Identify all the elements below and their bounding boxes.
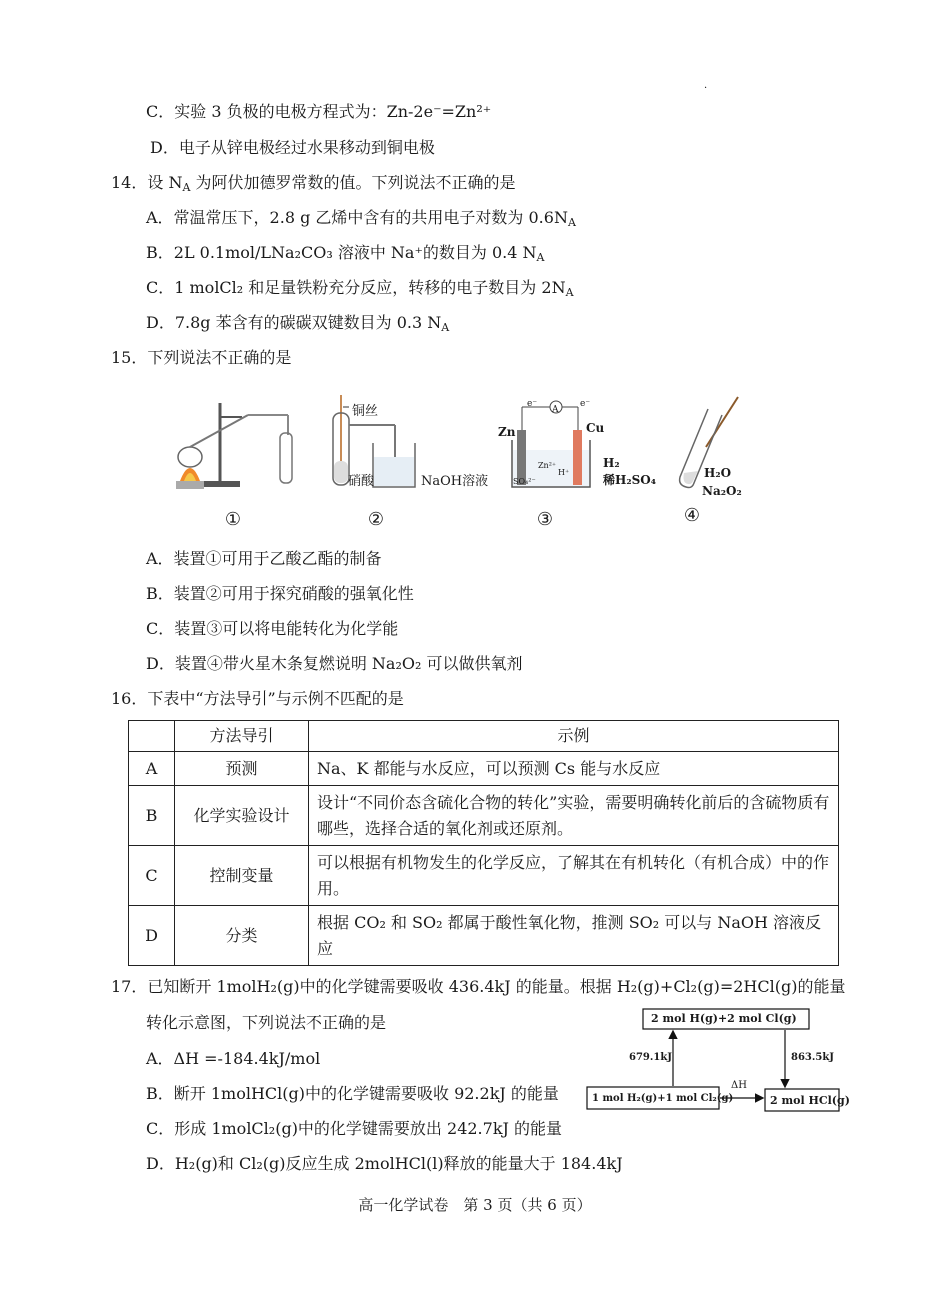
q14-option-c: C．1 molCl₂ 和足量铁粉充分反应，转移的电子数目为 $2N_A$ [146, 278, 574, 299]
table-header-method: 方法导引 [175, 721, 309, 752]
right-state-label: 2 mol HCl(g) [770, 1094, 850, 1107]
apparatus-3-label: ③ [536, 509, 554, 530]
hydrogen-ion-label: H⁺ [558, 468, 570, 477]
row-example: 可以根据有机物发生的化学反应，了解其在有机转化（有机合成）中的作用。 [309, 846, 839, 906]
copper-wire-label: 铜丝 [352, 404, 379, 419]
q14-option-d: D．7.8g 苯含有的碳碳双键数目为 0.3 $N_A$ [146, 313, 450, 334]
zn-electrode-label: Zn [498, 425, 516, 439]
q15-option-d: D．装置④带火星木条复燃说明 Na₂O₂ 可以做供氧剂 [146, 654, 523, 673]
top-state-label: 2 mol H(g)+2 mol Cl(g) [651, 1012, 797, 1025]
q13-option-c: C．实验 3 负极的电极方程式为：Zn-2e⁻=Zn²⁺ [146, 102, 492, 121]
apparatus-1-label: ① [224, 509, 242, 530]
row-method: 化学实验设计 [175, 786, 309, 846]
q15-option-b: B．装置②可用于探究硝酸的强氧化性 [146, 584, 414, 603]
apparatus-2-label: ② [367, 509, 385, 530]
q17-stem-line-1: 17．已知断开 1molH₂(g)中的化学键需要吸收 436.4kJ 的能量。根据 H₂(g)+Cl₂(g)=2HCl(g)的能量 [111, 977, 846, 996]
table-row [129, 752, 839, 786]
left-state-label: 1 mol H₂(g)+1 mol Cl₂(g) [592, 1093, 734, 1104]
sulfate-ion-label: SO₄²⁻ [513, 477, 536, 486]
q15-option-c: C．装置③可以将电能转化为化学能 [146, 619, 399, 638]
dilute-h2so4-label: 稀H₂SO₄ [603, 473, 656, 487]
table-header-example: 示例 [309, 721, 839, 752]
sodium-peroxide-label: Na₂O₂ [702, 484, 742, 498]
q17-option-c: C．形成 1molCl₂(g)中的化学键需要放出 242.7kJ 的能量 [146, 1119, 563, 1138]
apparatus-4-label: ④ [683, 505, 701, 526]
q17-stem-line-2: 转化示意图，下列说法不正确的是 [146, 1013, 387, 1032]
up-energy-label: 679.1kJ [629, 1052, 672, 1063]
row-example: Na、K 都能与水反应，可以预测 Cs 能与水反应 [309, 752, 839, 786]
q17-option-a: A．ΔH =-184.4kJ/mol [146, 1049, 321, 1068]
corner-mark: · [704, 83, 708, 94]
electron-right-label: e⁻ [580, 399, 591, 409]
h2-label: H₂ [603, 456, 620, 470]
table-header-row [129, 721, 839, 752]
q14-option-b: B．2L 0.1mol/LNa₂CO₃ 溶液中 Na⁺的数目为 0.4 $N_A$ [146, 243, 545, 264]
row-letter: A [129, 752, 175, 786]
row-example: 根据 CO₂ 和 SO₂ 都属于酸性氧化物，推测 SO₂ 可以与 NaOH 溶液反应 [309, 906, 839, 966]
ammeter-label: A [552, 405, 559, 415]
q15-option-a: A．装置①可用于乙酸乙酯的制备 [146, 549, 382, 568]
q16-stem: 16．下表中“方法导引”与示例不匹配的是 [111, 689, 404, 708]
zinc-ion-label: Zn²⁺ [538, 461, 557, 470]
page-footer: 高一化学试卷 第 3 页（共 6 页） [358, 1196, 592, 1214]
electron-left-label: e⁻ [527, 399, 538, 409]
naoh-solution-label: NaOH溶液 [421, 474, 489, 489]
q13-option-d: D．电子从锌电极经过水果移动到铜电极 [150, 138, 435, 157]
method-guide-table [128, 720, 839, 966]
row-method: 控制变量 [175, 846, 309, 906]
row-letter: D [129, 906, 175, 966]
q15-stem: 15．下列说法不正确的是 [111, 348, 292, 367]
energy-diagram [585, 1005, 850, 1115]
row-method: 分类 [175, 906, 309, 966]
table-header-letter [129, 721, 175, 752]
nitric-acid-label: 硝酸 [348, 474, 375, 489]
q14-option-a: A．常温常压下，2.8 g 乙烯中含有的共用电子对数为 $0.6N_A$ [146, 208, 576, 229]
water-label: H₂O [704, 466, 732, 480]
row-letter: C [129, 846, 175, 906]
apparatus-1-figure [170, 395, 310, 495]
row-method: 预测 [175, 752, 309, 786]
table-row [129, 786, 839, 846]
delta-h-label: ΔH [731, 1080, 747, 1091]
row-letter: B [129, 786, 175, 846]
down-energy-label: 863.5kJ [791, 1052, 834, 1063]
q17-option-b: B．断开 1molHCl(g)中的化学键需要吸收 92.2kJ 的能量 [146, 1084, 559, 1103]
q17-option-d: D．H₂(g)和 Cl₂(g)反应生成 2molHCl(l)释放的能量大于 184.4kJ [146, 1154, 623, 1173]
cu-electrode-label: Cu [586, 421, 605, 435]
table-row [129, 906, 839, 966]
row-example: 设计“不同价态含硫化合物的转化”实验，需要明确转化前后的含硫物质有哪些，选择合适的氧化剂或还原剂。 [309, 786, 839, 846]
q14-stem: 14．设 $N_A$ 为阿伏加德罗常数的值。下列说法不正确的是 [111, 173, 516, 194]
table-row [129, 846, 839, 906]
